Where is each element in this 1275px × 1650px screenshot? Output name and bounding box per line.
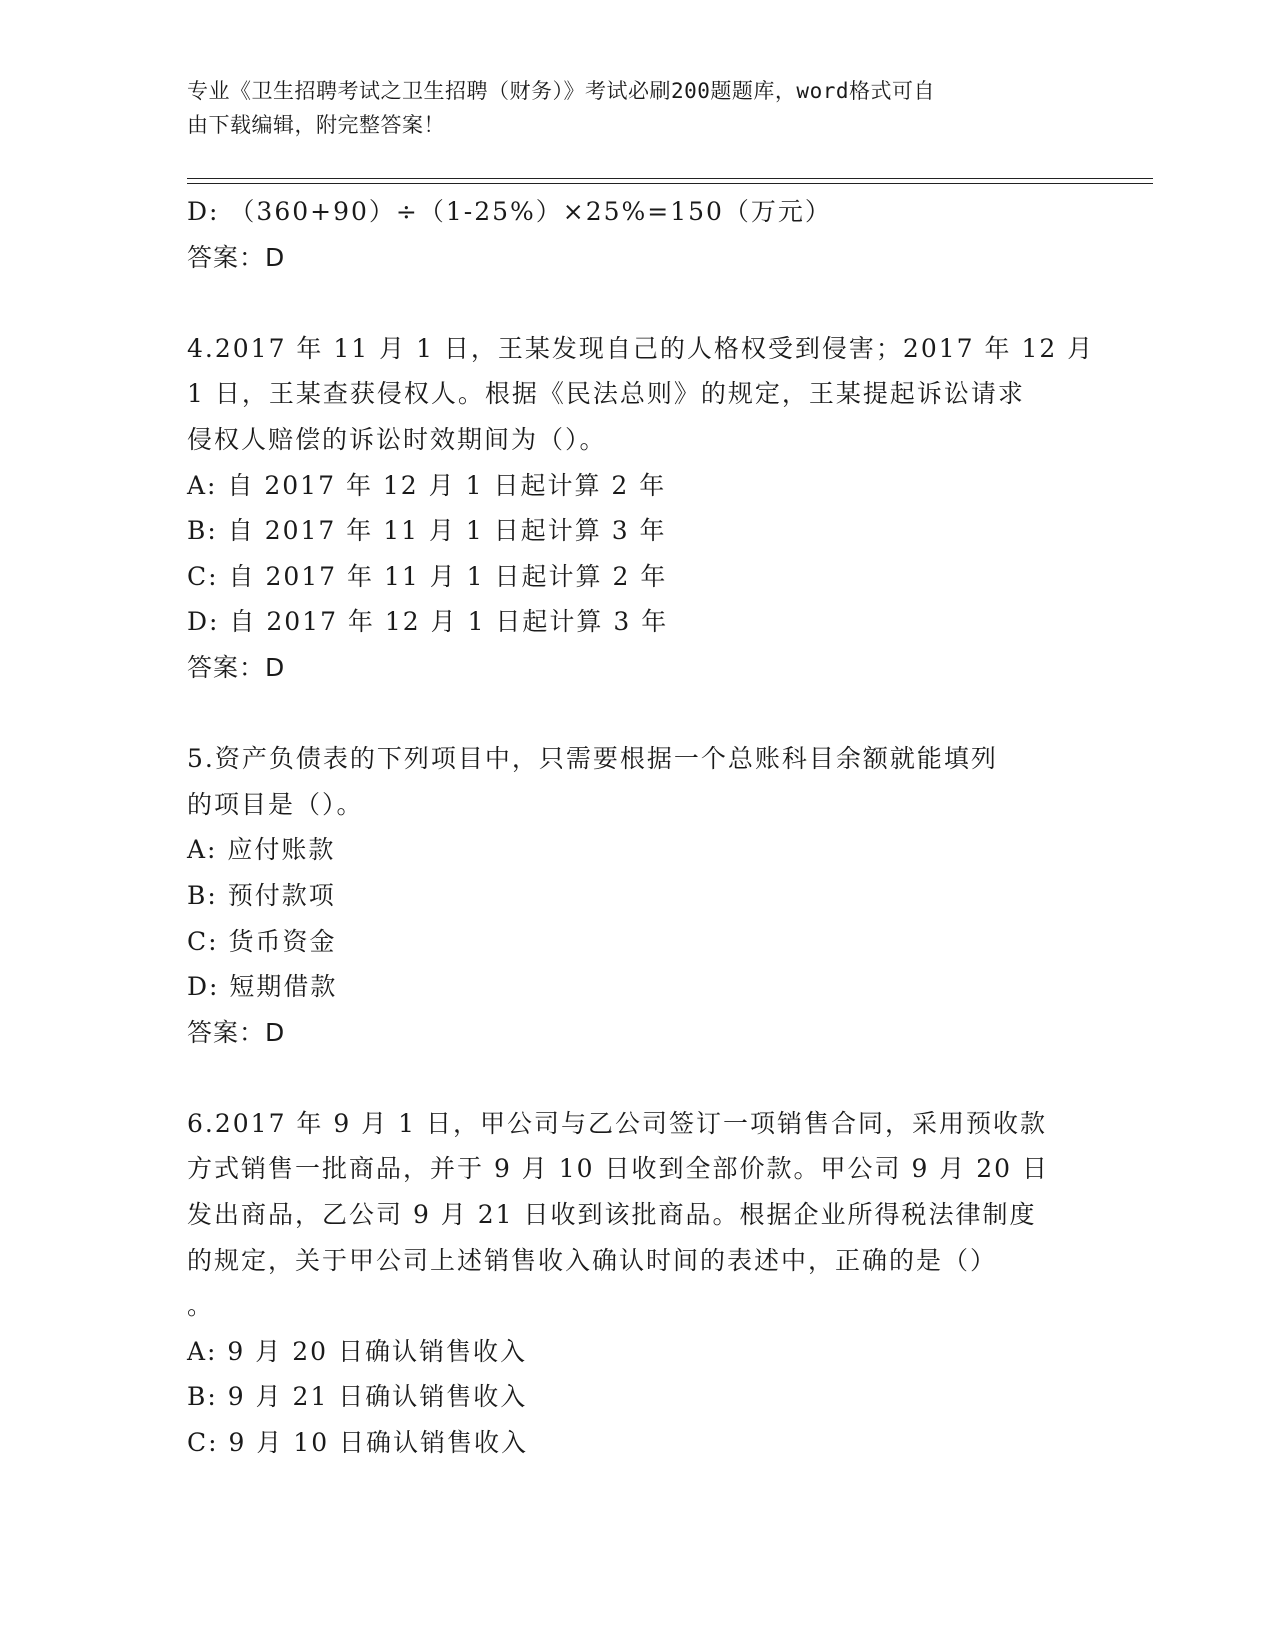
- spacer: [187, 280, 1153, 326]
- question-stem-line: 侵权人赔偿的诉讼时效期间为（）。: [187, 424, 607, 454]
- question-4: [187, 326, 1153, 691]
- page-header: [187, 74, 1067, 142]
- header-line-1: 专业《卫生招聘考试之卫生招聘（财务）》考试必刷200题题库，word格式可自: [187, 79, 935, 103]
- answer-line: 答案：D: [187, 652, 286, 682]
- option-b: B: 自 2017 年 11 月 1 日起计算 3 年: [187, 516, 667, 546]
- question-stem-line: 方式销售一批商品，并于 9 月 10 日收到全部价款。甲公司 9 月 20 日: [187, 1154, 1050, 1184]
- option-b: B: 9 月 21 日确认销售收入: [187, 1382, 528, 1412]
- question-5: [187, 736, 1153, 1055]
- option-d: D: （360+90）÷（1-25%）×25%=150（万元）: [187, 197, 832, 226]
- answer-line: 答案：D: [187, 1017, 286, 1047]
- option-c: C: 自 2017 年 11 月 1 日起计算 2 年: [187, 561, 668, 591]
- option-a: A: 自 2017 年 12 月 1 日起计算 2 年: [187, 470, 667, 500]
- question-stem-line: 6.2017 年 9 月 1 日，甲公司与乙公司签订一项销售合同，采用预收款: [187, 1108, 1048, 1138]
- option-d: D: 自 2017 年 12 月 1 日起计算 3 年: [187, 607, 669, 637]
- question-stem-line: 5.资产负债表的下列项目中，只需要根据一个总账科目余额就能填列: [187, 744, 998, 774]
- question-stem-line: 4.2017 年 11 月 1 日，王某发现自己的人格权受到侵害；2017 年 12 月: [187, 333, 1095, 363]
- option-a: A: 9 月 20 日确认销售收入: [187, 1336, 527, 1366]
- question-stem-line: 的规定，关于甲公司上述销售收入确认时间的表述中，正确的是（）: [187, 1245, 998, 1275]
- answer-line: 答案：D: [187, 242, 286, 272]
- header-divider-bottom: [187, 183, 1153, 184]
- header-divider-top: [187, 178, 1153, 179]
- option-c: C: 货币资金: [187, 926, 337, 956]
- option-d: D: 短期借款: [187, 972, 338, 1002]
- question-stem-line: 发出商品，乙公司 9 月 21 日收到该批商品。根据企业所得税法律制度: [187, 1200, 1037, 1230]
- header-line-2: 由下载编辑，附完整答案！: [187, 113, 445, 137]
- spacer: [187, 691, 1153, 737]
- previous-question-tail: [187, 189, 1153, 280]
- option-b: B: 预付款项: [187, 880, 336, 910]
- question-stem-line: 1 日，王某查获侵权人。根据《民法总则》的规定，王某提起诉讼请求: [187, 379, 1025, 409]
- option-c: C: 9 月 10 日确认销售收入: [187, 1428, 529, 1458]
- question-stem-line: 。: [187, 1291, 215, 1321]
- question-stem-line: 的项目是（）。: [187, 789, 364, 819]
- document-body: [187, 189, 1153, 1466]
- option-a: A: 应付账款: [187, 835, 336, 865]
- spacer: [187, 1055, 1153, 1101]
- question-6: [187, 1101, 1153, 1466]
